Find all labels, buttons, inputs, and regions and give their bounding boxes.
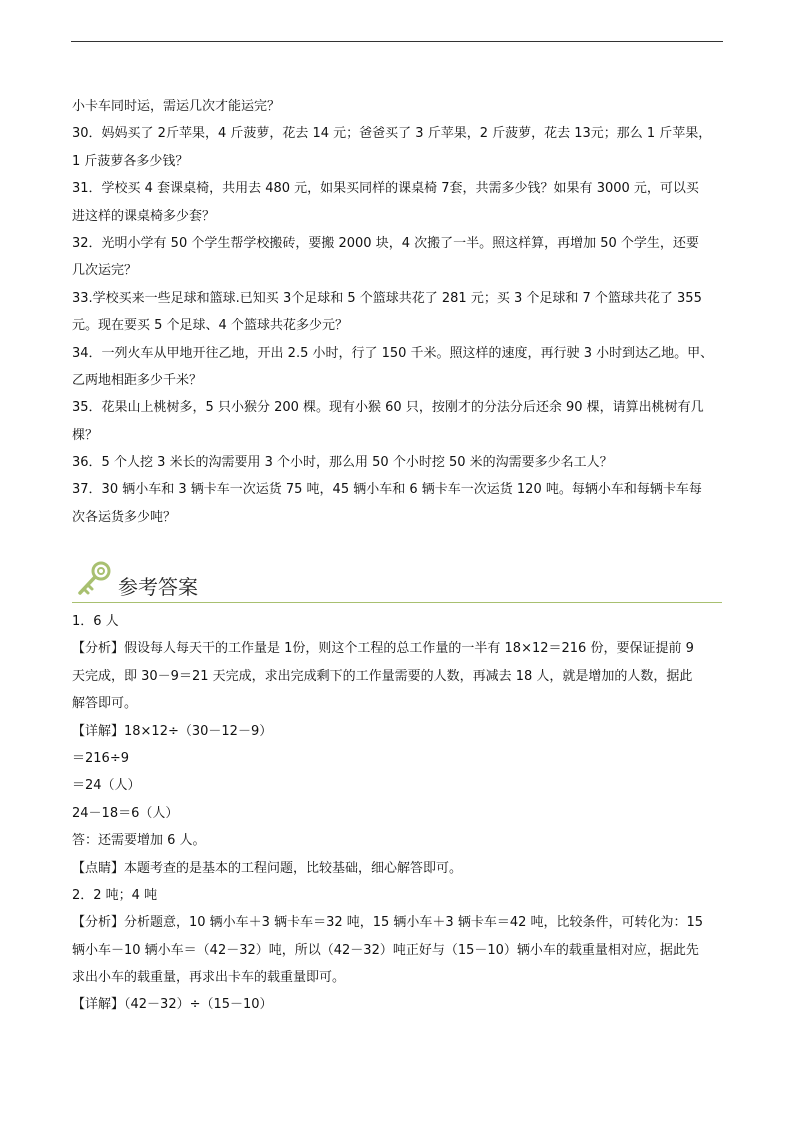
questions-block bbox=[72, 98, 722, 536]
question-line: 几次运完？ bbox=[72, 263, 138, 279]
question-line: 1 斤菠萝各多少钱？ bbox=[72, 153, 189, 169]
answer-line: 解答即可。 bbox=[72, 696, 138, 712]
answer-line: 求出小车的载重量，再求出卡车的载重量即可。 bbox=[72, 970, 346, 986]
answer-line: 24－18＝6（人） bbox=[72, 805, 179, 821]
answer-line: ＝24（人） bbox=[72, 778, 141, 794]
answer-line: ＝216÷9 bbox=[72, 750, 129, 766]
answer-line: 【详解】（42－32）÷（15－10） bbox=[72, 997, 273, 1013]
answer-line: 辆小车－10 辆小车＝（42－32）吨，所以（42－32）吨正好与（15－10）辆小车的载重量相对应，据此先 bbox=[72, 942, 699, 958]
answer-line: 【详解】18×12÷（30－12－9） bbox=[72, 723, 273, 739]
answer-line: 天完成，即 30－9＝21 天完成，求出完成剩下的工作量需要的人数，再减去 18 人，就是增加的人数，据此 bbox=[72, 668, 693, 684]
question-line: 36．5 个人挖 3 米长的沟需要用 3 个小时，那么用 50 个小时挖 50 米的沟需要多少名工人？ bbox=[72, 455, 613, 471]
answer-line: 【分析】分析题意，10 辆小车＋3 辆卡车＝32 吨，15 辆小车＋3 辆卡车＝42 吨，比较条件，可转化为：15 bbox=[72, 915, 704, 931]
question-line: 31．学校买 4 套课桌椅，共用去 480 元，如果买同样的课桌椅 7套，共需多少钱？如果有 3000 元，可以买 bbox=[72, 181, 699, 197]
header-rule bbox=[71, 41, 723, 42]
question-line: 33.学校买来一些足球和篮球.已知买 3个足球和 5 个篮球共花了 281 元；买 3 个足球和 7 个篮球共花了 355 bbox=[72, 290, 702, 306]
answer-section-title: 参考答案 bbox=[118, 575, 198, 599]
answer-line: 答：还需要增加 6 人。 bbox=[72, 833, 206, 849]
question-line: 棵？ bbox=[72, 427, 99, 443]
answer-line: 【分析】假设每人每天干的工作量是 1份，则这个工程的总工作量的一半有 18×12＝216 份，要保证提前 9 bbox=[72, 641, 694, 657]
answer-line: 1．6 人 bbox=[72, 614, 119, 629]
answer-line: 【点睛】本题考查的是基本的工程问题，比较基础，细心解答即可。 bbox=[72, 860, 463, 876]
question-line: 乙两地相距多少千米？ bbox=[72, 372, 203, 388]
question-line: 34．一列火车从甲地开往乙地，开出 2.5 小时，行了 150 千米。照这样的速度，再行驶 3 小时到达乙地。甲、 bbox=[72, 345, 714, 361]
answer-section-underline bbox=[72, 602, 722, 603]
question-line: 30．妈妈买了 2斤苹果，4 斤菠萝，花去 14 元；爸爸买了 3 斤苹果，2 斤菠萝，花去 13元；那么 1 斤苹果， bbox=[72, 126, 712, 142]
key-icon bbox=[74, 559, 114, 599]
question-line: 元。现在要买 5 个足球、4 个篮球共花多少元？ bbox=[72, 318, 348, 334]
question-line: 35．花果山上桃树多，5 只小猴分 200 棵。现有小猴 60 只，按刚才的分法分后还余 90 棵，请算出桃树有几 bbox=[72, 400, 704, 416]
question-line: 进这样的课桌椅多少套？ bbox=[72, 208, 216, 224]
question-line: 37．30 辆小车和 3 辆卡车一次运货 75 吨，45 辆小车和 6 辆卡车一次运货 120 吨。每辆小车和每辆卡车每 bbox=[72, 482, 702, 498]
answer-line: 2．2 吨；4 吨 bbox=[72, 887, 158, 903]
question-line: 32．光明小学有 50 个学生帮学校搬砖，要搬 2000 块，4 次搬了一半。照这样算，再增加 50 个学生，还要 bbox=[72, 235, 699, 251]
question-line: 次各运货多少吨？ bbox=[72, 509, 177, 525]
answers-block bbox=[72, 613, 722, 1024]
question-line: 小卡车同时运，需运几次才能运完？ bbox=[72, 99, 281, 114]
answer-section-header bbox=[72, 557, 722, 603]
